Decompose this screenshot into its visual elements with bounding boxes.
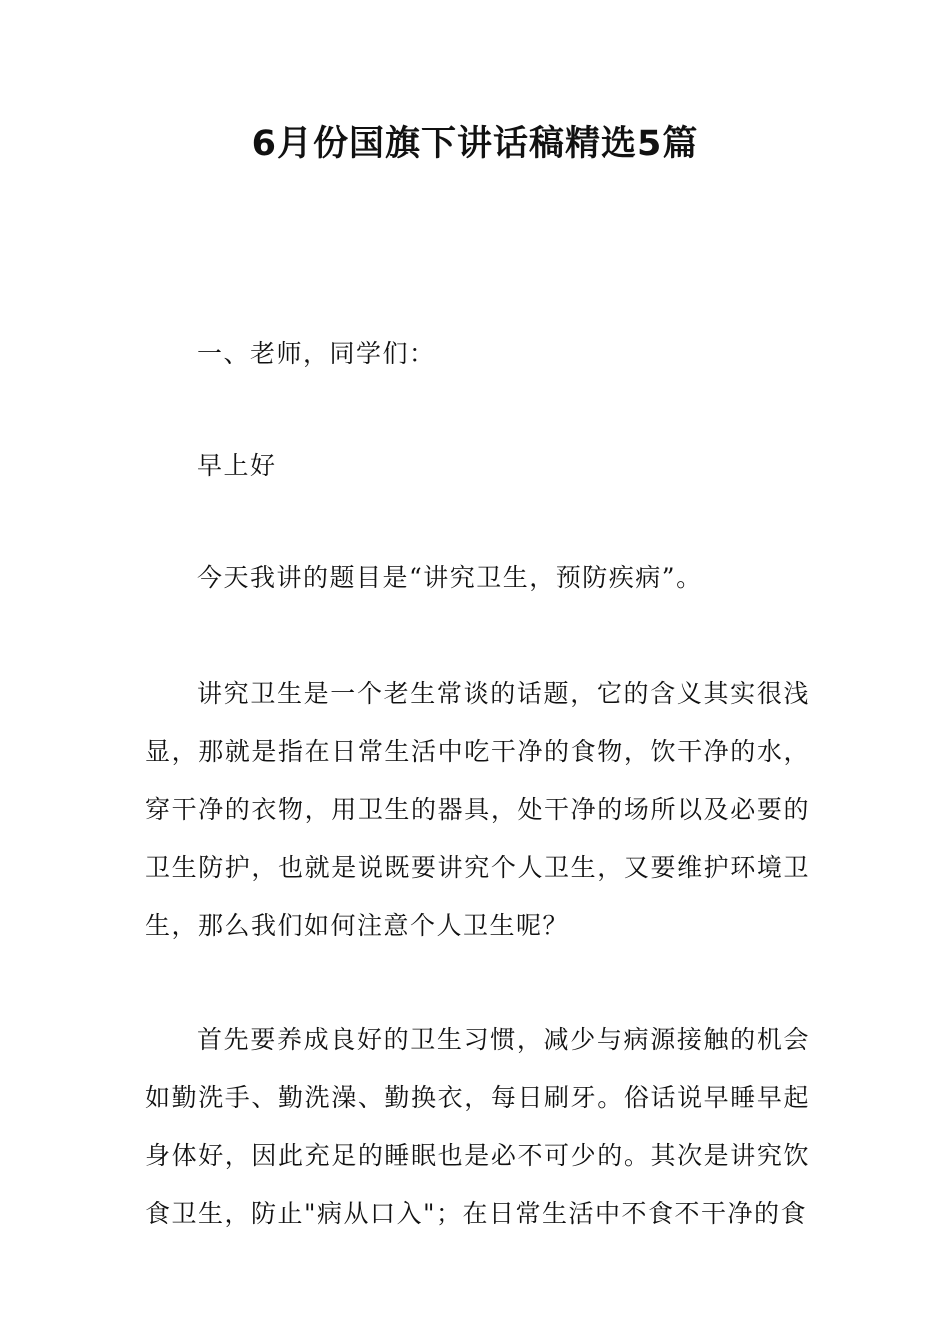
paragraph-good-morning: 早上好 <box>197 451 277 480</box>
paragraph-greeting: 一、老师，同学们： <box>197 339 436 368</box>
paragraph-topic: 今天我讲的题目是“讲究卫生，预防疾病”。 <box>197 563 703 592</box>
document-title: 6月份国旗下讲话稿精选5篇 <box>251 124 699 164</box>
paragraph-good-habits: 首先要养成良好的卫生习惯，减少与病源接触的机会如勤洗手、勤洗澡、勤换衣，每日刷牙。俗话说早睡早起身体好，因此充足的睡眠也是必不可少的。其次是讲究饮食卫生，防止"病从口入"；在日常生活中不食不干净的食 <box>145 1025 810 1228</box>
paragraph-hygiene-meaning: 讲究卫生是一个老生常谈的话题，它的含义其实很浅显，那就是指在日常生活中吃干净的食物，饮干净的水，穿干净的衣物，用卫生的器具，处干净的场所以及必要的卫生防护，也就是说既要讲究个人卫生，又要维护环境卫生，那么我们如何注意个人卫生呢？ <box>145 679 810 940</box>
